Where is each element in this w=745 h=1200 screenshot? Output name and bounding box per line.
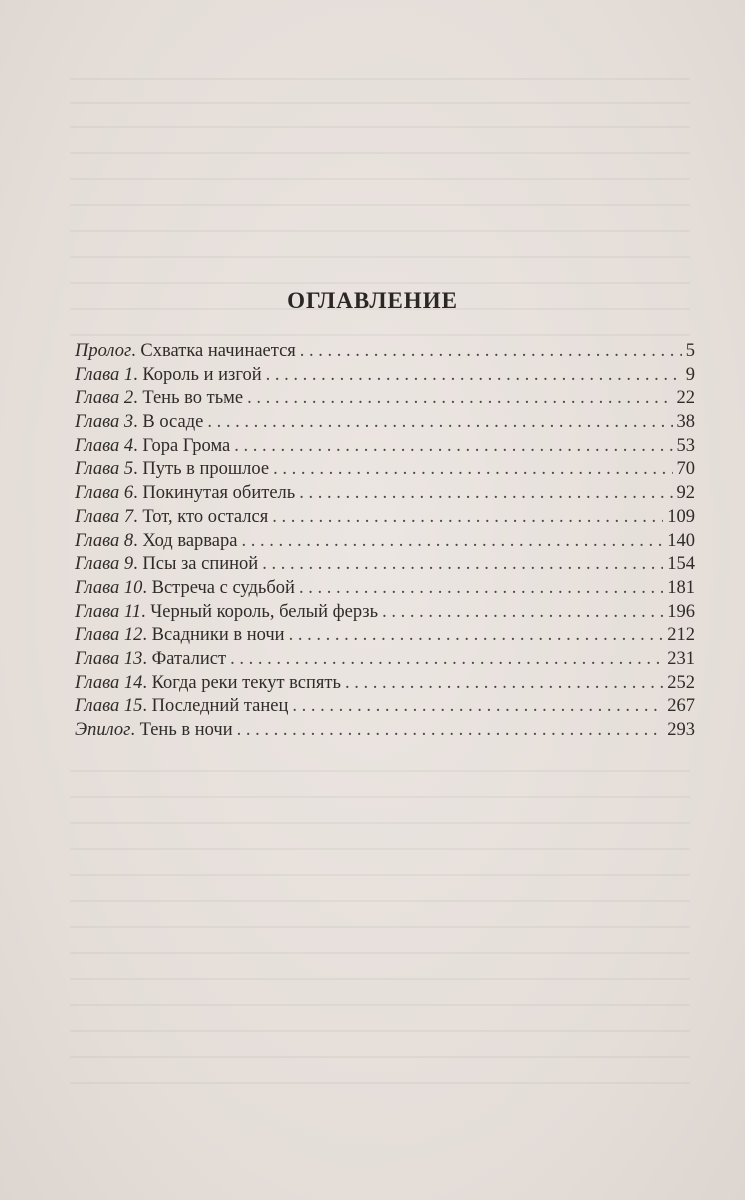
toc-entry-label: Эпилог. Тень в ночи: [75, 720, 233, 740]
toc-entry-prefix: Глава 7: [75, 506, 134, 527]
ghost-line: [70, 1030, 690, 1032]
toc-entry: [75, 435, 695, 459]
toc-entry: [75, 340, 695, 364]
toc-dot-leader: [266, 364, 682, 388]
toc-entry-prefix: Глава 10: [75, 577, 143, 598]
toc-entry-title: Ход варвара: [142, 530, 238, 551]
toc-entry-title: Путь в прошлое: [142, 459, 270, 480]
ghost-line: [70, 796, 690, 798]
toc-entry-title: Король и изгой: [142, 364, 262, 385]
toc-page-number: 212: [667, 625, 695, 646]
toc-entry-prefix: Пролог: [75, 341, 132, 361]
ghost-line: [70, 926, 690, 928]
table-of-contents: [75, 340, 695, 743]
toc-entry-prefix: Глава 5: [75, 459, 134, 480]
toc-dot-leader: [273, 458, 672, 482]
toc-entry-label: Глава 7. Тот, кто остался: [75, 506, 269, 527]
toc-entry-label: Глава 8. Ход варвара: [75, 530, 238, 551]
toc-entry: [75, 719, 695, 743]
toc-page-number: 92: [676, 483, 695, 504]
toc-page-number: 9: [685, 364, 695, 385]
toc-entry: [75, 506, 695, 530]
toc-dot-leader: [299, 482, 672, 506]
toc-entry: [75, 411, 695, 435]
ghost-line: [70, 848, 690, 850]
toc-entry-label: Глава 1. Король и изгой: [75, 364, 262, 385]
toc-dot-leader: [262, 553, 663, 577]
toc-entry: [75, 364, 695, 388]
toc-entry-label: Глава 11. Черный король, белый ферзь: [75, 601, 379, 622]
toc-entry-label: Глава 14. Когда реки текут вспять: [75, 672, 341, 693]
toc-dot-leader: [292, 695, 663, 719]
toc-entry: [75, 387, 695, 411]
toc-page-number: 53: [676, 435, 695, 456]
toc-page-number: 140: [667, 530, 695, 551]
ghost-line: [70, 874, 690, 876]
toc-entry-label: Глава 5. Путь в прошлое: [75, 459, 270, 480]
ghost-line: [70, 334, 690, 336]
toc-dot-leader: [247, 387, 672, 411]
ghost-line: [70, 152, 690, 154]
ghost-line: [70, 230, 690, 232]
toc-dot-leader: [299, 577, 663, 601]
toc-entry: [75, 695, 695, 719]
toc-entry-label: Глава 4. Гора Грома: [75, 435, 231, 456]
toc-entry-prefix: Глава 14: [75, 672, 143, 693]
ghost-line: [70, 282, 690, 284]
toc-entry-title: Гора Грома: [142, 435, 231, 456]
toc-entry: [75, 577, 695, 601]
toc-entry-title: Тень во тьме: [142, 388, 244, 409]
toc-entry-title: Всадники в ночи: [151, 625, 285, 646]
toc-dot-leader: [300, 340, 682, 364]
ghost-line: [70, 178, 690, 180]
toc-entry: [75, 530, 695, 554]
toc-page-number: 293: [667, 720, 695, 740]
toc-heading: ОГЛАВЛЕНИЕ: [287, 288, 458, 313]
toc-entry: [75, 482, 695, 506]
toc-dot-leader: [207, 411, 672, 435]
ghost-line: [70, 1056, 690, 1058]
toc-page-number: 252: [667, 672, 695, 693]
toc-entry-prefix: Глава 3: [75, 412, 134, 433]
toc-entry-title: Когда реки текут вспять: [151, 672, 341, 693]
toc-entry-prefix: Глава 9: [75, 554, 134, 575]
toc-entry-prefix: Глава 2: [75, 388, 134, 409]
ghost-line: [70, 126, 690, 128]
toc-page-number: 22: [676, 388, 695, 409]
ghost-line: [70, 102, 690, 104]
toc-dot-leader: [237, 719, 664, 743]
toc-page-number: 196: [667, 601, 695, 622]
toc-page-number: 5: [685, 341, 695, 361]
toc-page-number: 181: [667, 577, 695, 598]
toc-entry-label: Пролог. Схватка начинается: [75, 341, 296, 361]
toc-entry: [75, 458, 695, 482]
toc-entry-title: Покинутая обитель: [142, 483, 296, 504]
toc-entry-prefix: Глава 11: [75, 601, 141, 622]
toc-entry: [75, 624, 695, 648]
toc-entry-title: Псы за спиной: [142, 554, 259, 575]
toc-page-number: 109: [667, 506, 695, 527]
toc-entry-label: Глава 13. Фаталист: [75, 648, 227, 669]
toc-entry-label: Глава 10. Встреча с судьбой: [75, 577, 295, 598]
toc-entry-label: Глава 3. В осаде: [75, 412, 204, 433]
toc-entry-label: Глава 6. Покинутая обитель: [75, 483, 296, 504]
ghost-line: [70, 952, 690, 954]
ghost-line: [70, 1004, 690, 1006]
toc-dot-leader: [345, 672, 663, 696]
toc-entry: [75, 553, 695, 577]
toc-entry-title: Последний танец: [151, 696, 289, 717]
toc-dot-leader: [289, 624, 664, 648]
toc-entry-prefix: Глава 8: [75, 530, 134, 551]
toc-dot-leader: [234, 435, 672, 459]
toc-entry-title: Встреча с судьбой: [151, 577, 295, 598]
toc-entry-title: Фаталист: [151, 648, 227, 669]
toc-entry-prefix: Глава 12: [75, 625, 143, 646]
toc-entry-prefix: Эпилог: [75, 720, 131, 740]
toc-entry-label: Глава 12. Всадники в ночи: [75, 625, 285, 646]
ghost-line: [70, 978, 690, 980]
ghost-line: [70, 900, 690, 902]
toc-dot-leader: [272, 506, 663, 530]
toc-page-number: 154: [667, 554, 695, 575]
toc-entry-prefix: Глава 1: [75, 364, 134, 385]
toc-page-number: 267: [667, 696, 695, 717]
toc-entry-title: Схватка начинается: [140, 341, 296, 361]
ghost-line: [70, 204, 690, 206]
toc-entry-prefix: Глава 13: [75, 648, 143, 669]
ghost-line: [70, 770, 690, 772]
toc-page-number: 38: [676, 412, 695, 433]
toc-dot-leader: [230, 648, 663, 672]
ghost-line: [70, 1082, 690, 1084]
ghost-line: [70, 256, 690, 258]
toc-dot-leader: [382, 601, 663, 625]
ghost-line: [70, 822, 690, 824]
toc-entry-label: Глава 9. Псы за спиной: [75, 554, 259, 575]
toc-entry-title: Черный король, белый ферзь: [150, 601, 379, 622]
toc-entry-title: Тень в ночи: [139, 720, 233, 740]
toc-entry: [75, 672, 695, 696]
toc-entry: [75, 648, 695, 672]
toc-dot-leader: [241, 530, 663, 554]
toc-entry-prefix: Глава 15: [75, 696, 143, 717]
toc-entry: [75, 601, 695, 625]
toc-entry-prefix: Глава 6: [75, 483, 134, 504]
toc-entry-label: Глава 2. Тень во тьме: [75, 388, 244, 409]
toc-entry-title: В осаде: [142, 412, 204, 433]
toc-page-number: 231: [667, 648, 695, 669]
toc-entry-title: Тот, кто остался: [142, 506, 269, 527]
toc-entry-label: Глава 15. Последний танец: [75, 696, 289, 717]
toc-page-number: 70: [676, 459, 695, 480]
ghost-line: [70, 78, 690, 80]
toc-entry-prefix: Глава 4: [75, 435, 134, 456]
